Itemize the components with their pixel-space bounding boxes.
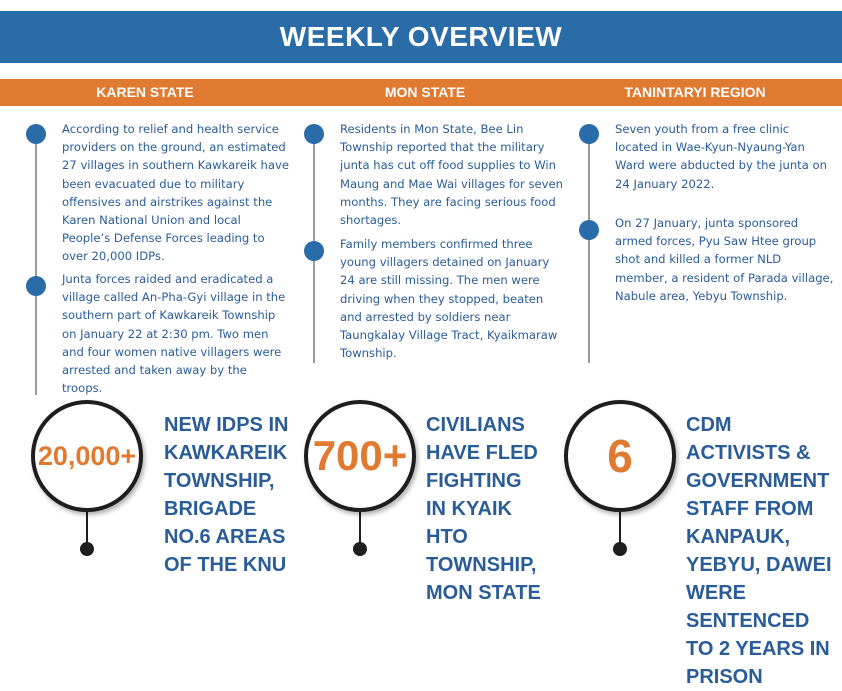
- stat-circle-idps: [31, 400, 143, 512]
- timeline-line-tanintaryi: [588, 133, 590, 363]
- stat-stem-dot: [353, 542, 367, 556]
- region-label-mon: MON STATE: [384, 84, 466, 100]
- entry-mon-2: Family members confirmed three young villagers detained on January 24 are still missing. The men were driving when they stopped, beaten and arrested by soldiers near Taungkalay Village Tract, Kyaikmaraw Township.: [340, 237, 558, 361]
- entry-tanintaryi-2: On 27 January, junta sponsored armed forces, Pyu Saw Htee group shot and killed a former NLD member, a resident of Parada village, Nabule area, Yebyu Township.: [615, 216, 834, 303]
- stat-label-cdm: CDM ACTIVISTS & GOVERNMENT STAFF FROM KANPAUK, YEBYU, DAWEI WERE SENTENCED TO 2 YEARS IN PRISON: [686, 414, 832, 688]
- stat-stem-dot: [613, 542, 627, 556]
- entry-mon-1: Residents in Mon State, Bee Lin Township reported that the military junta has cut off food supplies to Win Maung and Mae Wai villages for seven months. They are facing serious food shortages.: [340, 122, 563, 228]
- stat-value-civilians: 700+: [312, 432, 408, 479]
- entry-karen-2: Junta forces raided and eradicated a village called An-Pha-Gyi village in the southern part of Kawkareik Township on January 22 at 2:30 pm. Two men and four women native villagers were arrested and taken away by the troops.: [62, 272, 286, 396]
- entry-tanintaryi-1: Seven youth from a free clinic located in Wae-Kyun-Nyaung-Yan Ward were abducted by the junta on 24 January 2022.: [615, 122, 827, 191]
- page-title: WEEKLY OVERVIEW: [279, 21, 563, 52]
- stat-value-idps: 20,000+: [37, 440, 137, 471]
- title-banner: [0, 11, 842, 63]
- timeline-dot: [26, 276, 46, 296]
- stat-label-idps: NEW IDPS IN KAWKAREIK TOWNSHIP, BRIGADE NO.6 AREAS OF THE KNU: [164, 414, 289, 576]
- timeline-dot: [26, 124, 46, 144]
- stat-circle-cdm: [564, 400, 676, 512]
- timeline-dot: [579, 220, 599, 240]
- timeline-dot: [304, 124, 324, 144]
- region-label-karen: KAREN STATE: [96, 84, 194, 100]
- timeline-dot: [304, 241, 324, 261]
- region-label-tanintaryi: TANINTARYI REGION: [624, 84, 766, 100]
- entry-karen-1: According to relief and health service providers on the ground, an estimated 27 villages in southern Kawkareik have been evacuated due to military offensives and airstrikes against the Karen National Union and local People’s Defense Forces leading to over 20,000 IDPs.: [62, 122, 289, 264]
- stat-circle-civilians: [304, 400, 416, 512]
- stat-stem-dot: [80, 542, 94, 556]
- timeline-dot: [579, 124, 599, 144]
- stat-value-cdm: 6: [607, 430, 633, 482]
- stat-label-civilians: CIVILIANS HAVE FLED FIGHTING IN KYAIK HTO TOWNSHIP, MON STATE: [426, 414, 541, 604]
- timeline-line-karen: [35, 133, 37, 395]
- region-header-bar: [0, 79, 842, 106]
